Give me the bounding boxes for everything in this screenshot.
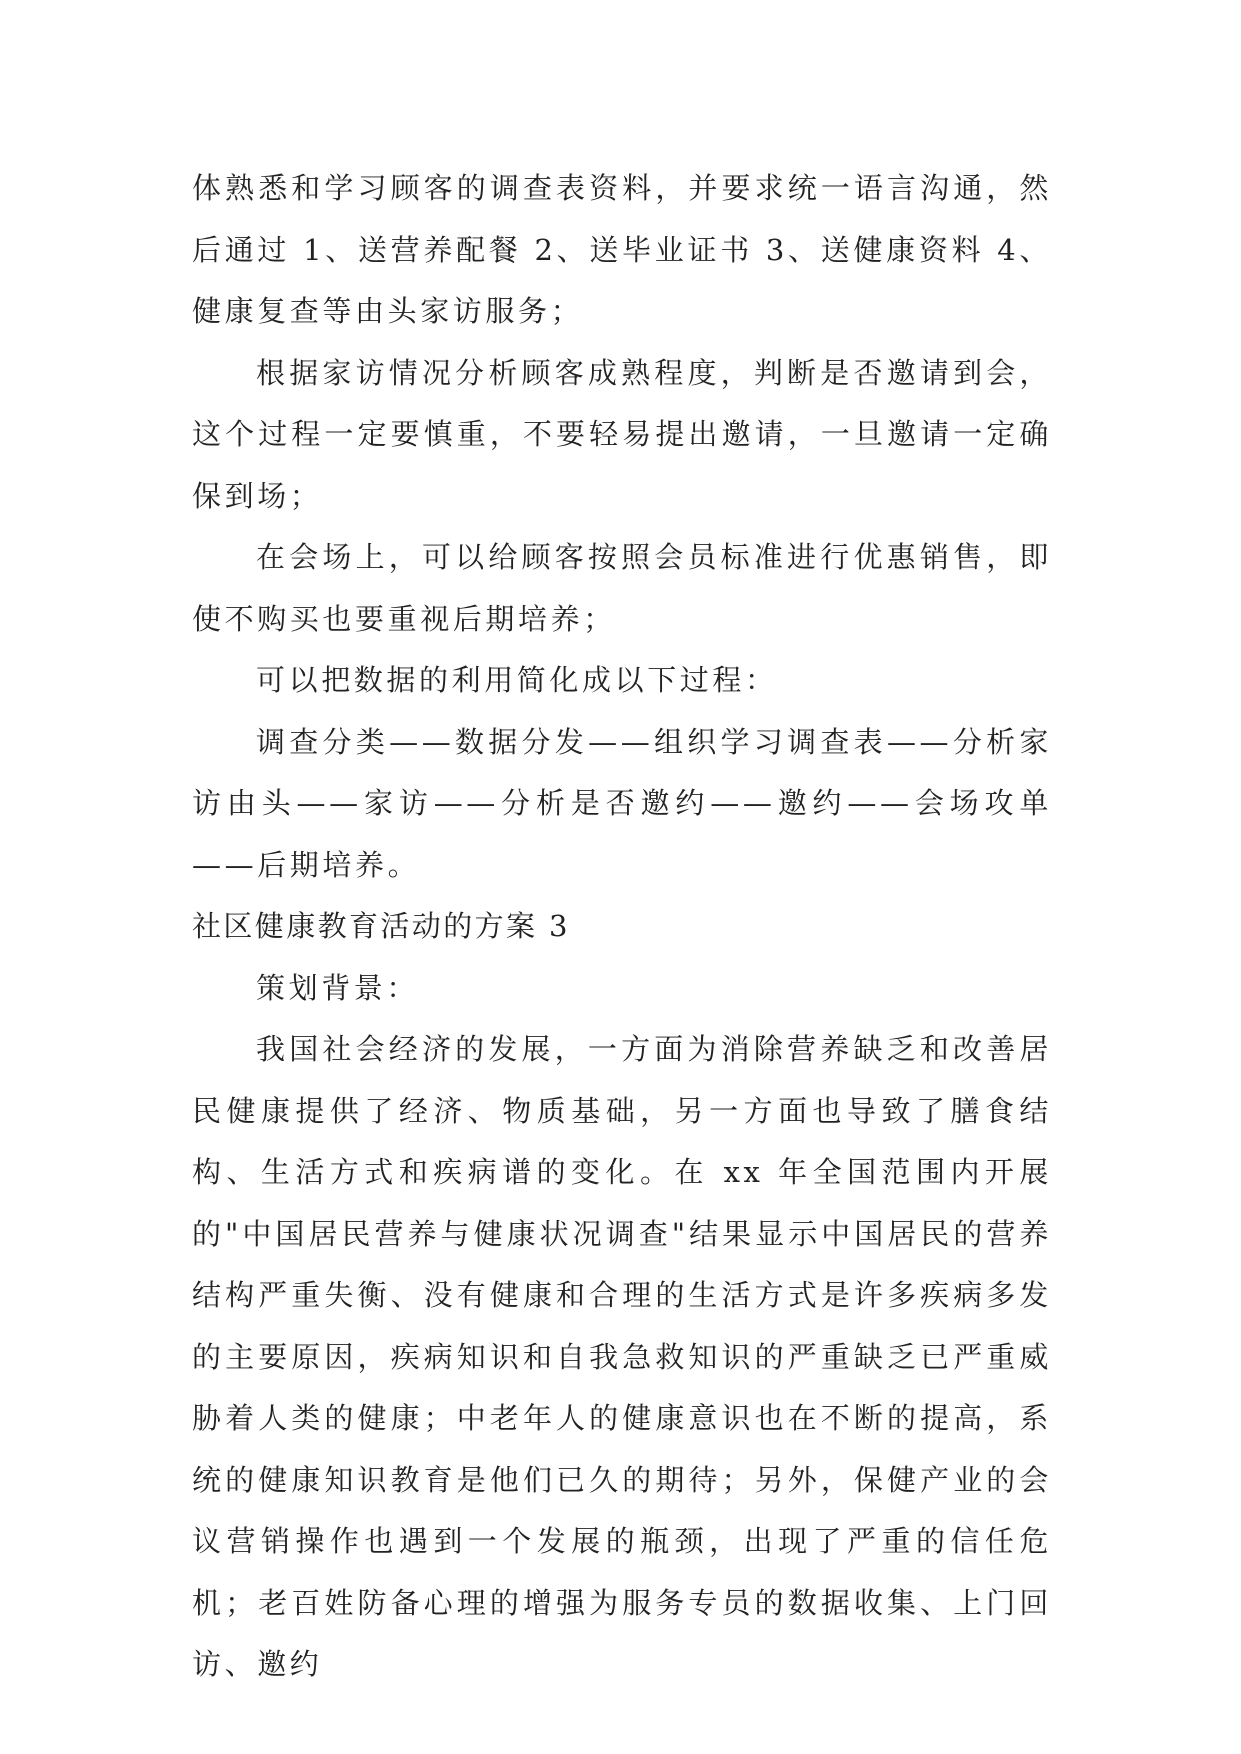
- paragraph-home-visit-analysis: 根据家访情况分析顾客成熟程度，判断是否邀请到会，这个过程一定要慎重，不要轻易提出邀请，一旦邀请一定确保到场；: [192, 355, 1052, 513]
- paragraph-background-body: 我国社会经济的发展，一方面为消除营养缺乏和改善居民健康提供了经济、物质基础，另一方面也导致了膳食结构、生活方式和疾病谱的变化。在 xx 年全国范围内开展的"中国居民营养与健康状况调查"结果显示中国居民的营养结构严重失衡、没有健康和合理的生活方式是许多疾病多发的主要原因，疾病知识和自我急救知识的严重缺乏已严重威胁着人类的健康；中老年人的健康意识也在不断的提高，系统的健康知识教育是他们已久的期待；另外，保健产业的会议营销操作也遇到一个发展的瓶颈，出现了严重的信任危机；老百姓防备心理的增强为服务专员的数据收集、上门回访、邀约: [192, 1032, 1052, 1681]
- paragraph-continued: 体熟悉和学习顾客的调查表资料，并要求统一语言沟通，然后通过 1、送营养配餐 2、送毕业证书 3、送健康资料 4、健康复查等由头家访服务；: [192, 171, 1052, 328]
- document-body: [192, 158, 1052, 1696]
- section-title: 社区健康教育活动的方案 3: [192, 909, 570, 943]
- paragraph-process-steps: 调查分类——数据分发——组织学习调查表——分析家访由头——家访——分析是否邀约——邀约——会场攻单——后期培养。: [192, 724, 1052, 882]
- subheading-background: 策划背景：: [256, 970, 420, 1005]
- paragraph-process-intro: 可以把数据的利用简化成以下过程：: [256, 663, 778, 697]
- paragraph-venue-sales: 在会场上，可以给顾客按照会员标准进行优惠销售，即使不购买也要重视后期培养；: [192, 540, 1052, 636]
